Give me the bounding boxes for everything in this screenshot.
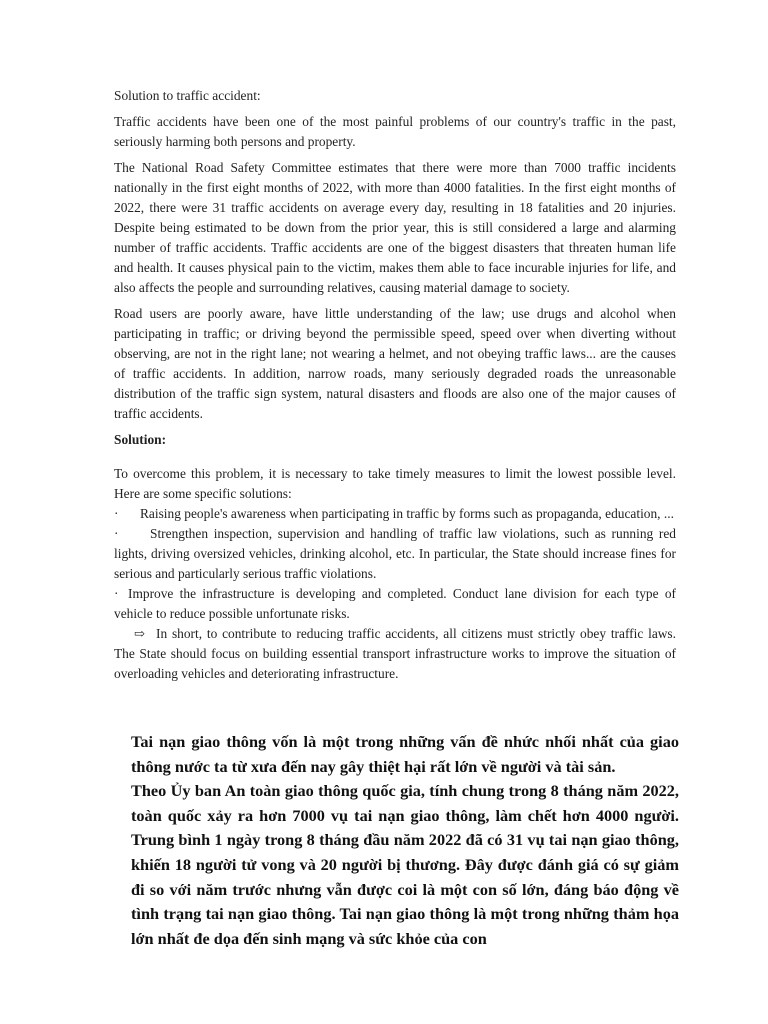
bullet-icon: · [114, 586, 119, 601]
solution-heading: Solution: [114, 432, 167, 447]
list-item-text: Raising people's awareness when participating in traffic by forms such as propaganda, education, ... [140, 506, 674, 521]
list-item [114, 524, 676, 584]
bullet-icon: · [114, 506, 119, 521]
vietnamese-intro-paragraph: Tai nạn giao thông vốn là một trong những vấn đề nhức nhối nhất của giao thông nước ta từ xưa đến nay gây thiệt hại rất lớn về người và tài sản. [131, 732, 679, 776]
solution-intro: To overcome this problem, it is necessary to take timely measures to limit the lowest possible level. Here are some specific solutions: [114, 466, 676, 501]
arrow-right-icon: ⇨ [134, 626, 145, 641]
list-item-text: Strengthen inspection, supervision and handling of traffic law violations, such as running red lights, driving oversized vehicles, drinking alcohol, etc. In particular, the State should increase fines for serious and particularly serious traffic violations. [114, 526, 676, 581]
list-item [114, 504, 676, 524]
conclusion-text: In short, to contribute to reducing traffic accidents, all citizens must strictly obey traffic laws. The State should focus on building essential transport infrastructure works to improve the situation of overloading vehicles and deteriorating infrastructure. [114, 626, 676, 681]
statistics-paragraph: The National Road Safety Committee estimates that there were more than 7000 traffic incidents nationally in the first eight months of 2022, with more than 4000 fatalities. In the first eight months of 2022, there were 31 traffic accidents on average every day, resulting in 18 fatalities and 20 injuries. Despite being estimated to be down from the prior year, this is still considered a large and alarming number of traffic accidents. Traffic accidents are one of the biggest disasters that threaten human life and health. It causes physical pain to the victim, makes them able to face incurable injuries for life, and also affects the people and surrounding relatives, causing material damage to society. [114, 160, 676, 295]
bullet-icon: · [114, 526, 119, 541]
vietnamese-statistics-paragraph: Theo Ủy ban An toàn giao thông quốc gia, tính chung trong 8 tháng năm 2022, toàn quốc xảy ra hơn 7000 vụ tai nạn giao thông, làm chết hơn 4000 người. Trung bình 1 ngày trong 8 tháng đầu năm 2022 đã có 31 vụ tai nạn giao thông, khiến 18 người tử vong và 20 người bị thương. Đây được đánh giá có sự giảm đi so với năm trước nhưng vẫn được coi là một con số lớn, đáng báo động về tình trạng tai nạn giao thông. Tai nạn giao thông là một trong những thảm họa lớn nhất đe dọa đến sinh mạng và sức khỏe của con [131, 781, 679, 948]
list-item-text: Improve the infrastructure is developing and completed. Conduct lane division for each type of vehicle to reduce possible unfortunate risks. [114, 586, 676, 621]
document-title: Solution to traffic accident: [114, 88, 261, 103]
vietnamese-section [131, 730, 679, 951]
conclusion-paragraph [114, 624, 676, 684]
list-item [114, 584, 676, 624]
intro-paragraph: Traffic accidents have been one of the most painful problems of our country's traffic in the past, seriously harming both persons and property. [114, 114, 676, 149]
english-section [114, 86, 676, 684]
causes-paragraph: Road users are poorly aware, have little understanding of the law; use drugs and alcohol when participating in traffic; or driving beyond the permissible speed, speed over when diverting without observing, are not in the right lane; not wearing a helmet, and not obeying traffic laws... are the causes of traffic accidents. In addition, narrow roads, many seriously degraded roads the unreasonable distribution of the traffic sign system, natural disasters and floods are also one of the major causes of traffic accidents. [114, 306, 676, 421]
